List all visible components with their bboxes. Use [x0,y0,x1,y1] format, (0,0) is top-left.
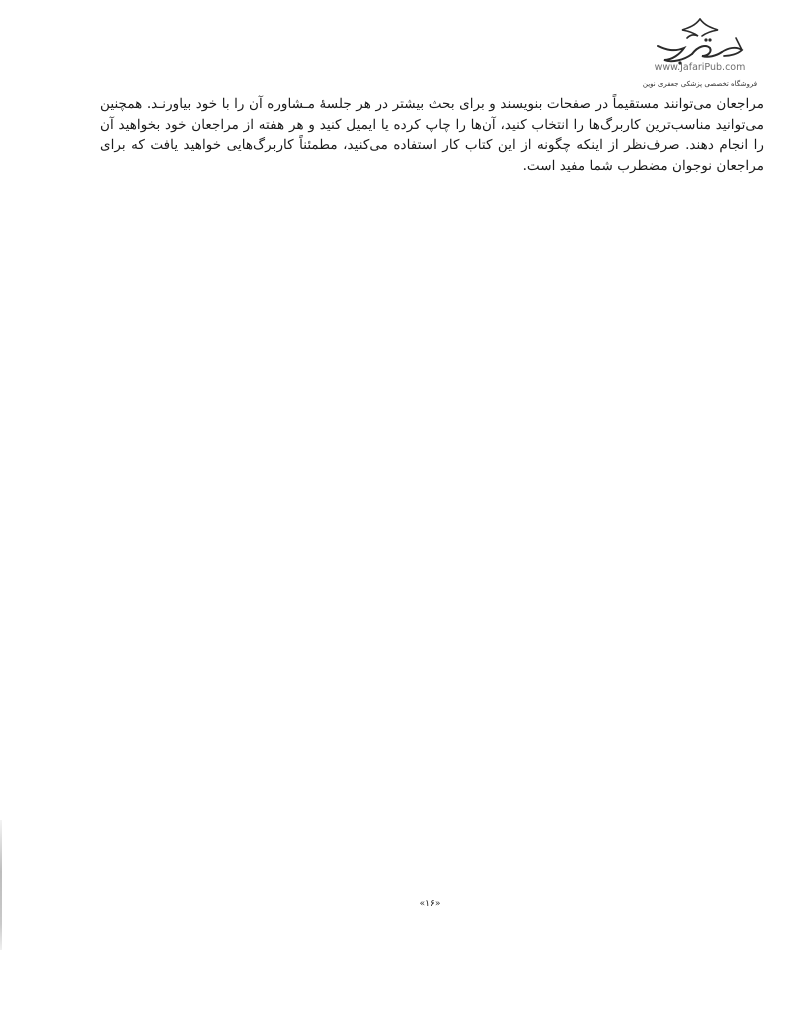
logo-url: www.JafariPub.com [654,62,746,73]
logo-tagline: فروشگاه تخصصی پزشکی جعفری نوین [642,80,758,88]
publisher-logo [640,12,760,94]
jafari-calligraphy-logo-icon [650,16,750,68]
page-number: «۱۶» [419,899,441,909]
scan-edge-shadow [0,820,2,950]
body-paragraph: مراجعان می‌توانند مستقیماً در صفحات بنویسند و برای بحث بیشتر در هر جلسهٔ مـشاوره آن را با خود بیاورنـد. همچنین می‌توانید مناسب‌ترین کاربرگ‌ها را انتخاب کنید، آن‌ها را چاپ کرده یا ایمیل کنید و هر هفته از مراجعان خود بخواهید آن را انجام دهند. صرف‌نظر از اینکه چگونه از این کتاب کار استفاده می‌کنید، مطمئناً کاربرگ‌هایی خواهید یافت که برای مراجعان نوجوان مضطرب شما مفید است. [100,96,764,174]
